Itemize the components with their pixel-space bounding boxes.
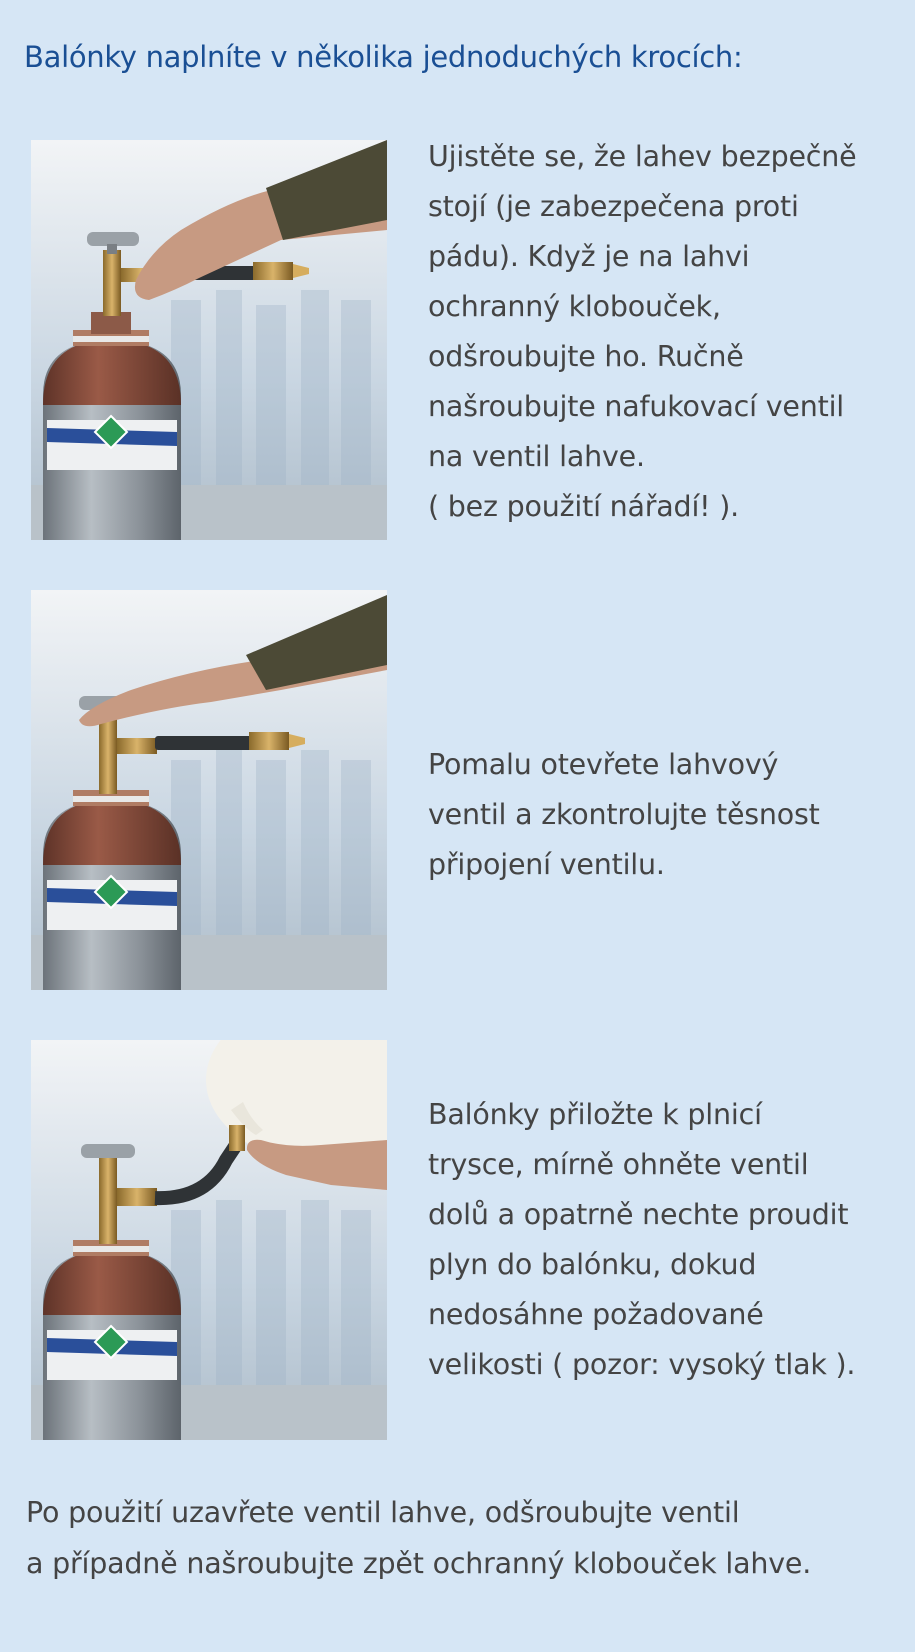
step-3-line: dolů a opatrně nechte proudit	[428, 1198, 849, 1231]
step-3-line: plyn do balónku, dokud	[428, 1248, 757, 1281]
step-1-line: odšroubujte ho. Ručně	[428, 340, 744, 373]
step-1-line: ochranný klobouček,	[428, 290, 721, 323]
step-2-photo	[31, 590, 387, 990]
step-3-text	[428, 1090, 898, 1390]
step-2-line: připojení ventilu.	[428, 848, 665, 881]
step-1-line: ( bez použití nářadí! ).	[428, 490, 740, 523]
footer-line: Po použití uzavřete ventil lahve, odšroubujte ventil	[26, 1496, 740, 1529]
step-2-text	[428, 740, 898, 890]
step-1-line: našroubujte nafukovací ventil	[428, 390, 845, 423]
gas-cylinder-illustration	[31, 590, 387, 990]
step-1-line: Ujistěte se, že lahev bezpečně	[428, 140, 857, 173]
step-2-line: ventil a zkontrolujte těsnost	[428, 798, 820, 831]
footer-line: a případně našroubujte zpět ochranný klobouček lahve.	[26, 1547, 812, 1580]
step-1-text	[428, 132, 898, 532]
page-title: Balónky naplníte v několika jednoduchých krocích:	[24, 40, 743, 74]
step-2-line: Pomalu otevřete lahvový	[428, 748, 779, 781]
step-1-photo	[31, 140, 387, 540]
step-3-line: Balónky přiložte k plnicí	[428, 1098, 762, 1131]
step-1-line: na ventil lahve.	[428, 440, 645, 473]
step-3-line: velikosti ( pozor: vysoký tlak ).	[428, 1348, 856, 1381]
step-1-line: pádu). Když je na lahvi	[428, 240, 750, 273]
gas-cylinder-illustration	[31, 140, 387, 540]
step-3-line: trysce, mírně ohněte ventil	[428, 1148, 809, 1181]
step-3-line: nedosáhne požadované	[428, 1298, 764, 1331]
gas-cylinder-illustration	[31, 1040, 387, 1440]
step-1-line: stojí (je zabezpečena proti	[428, 190, 799, 223]
closing-instructions	[26, 1487, 811, 1589]
step-3-photo	[31, 1040, 387, 1440]
